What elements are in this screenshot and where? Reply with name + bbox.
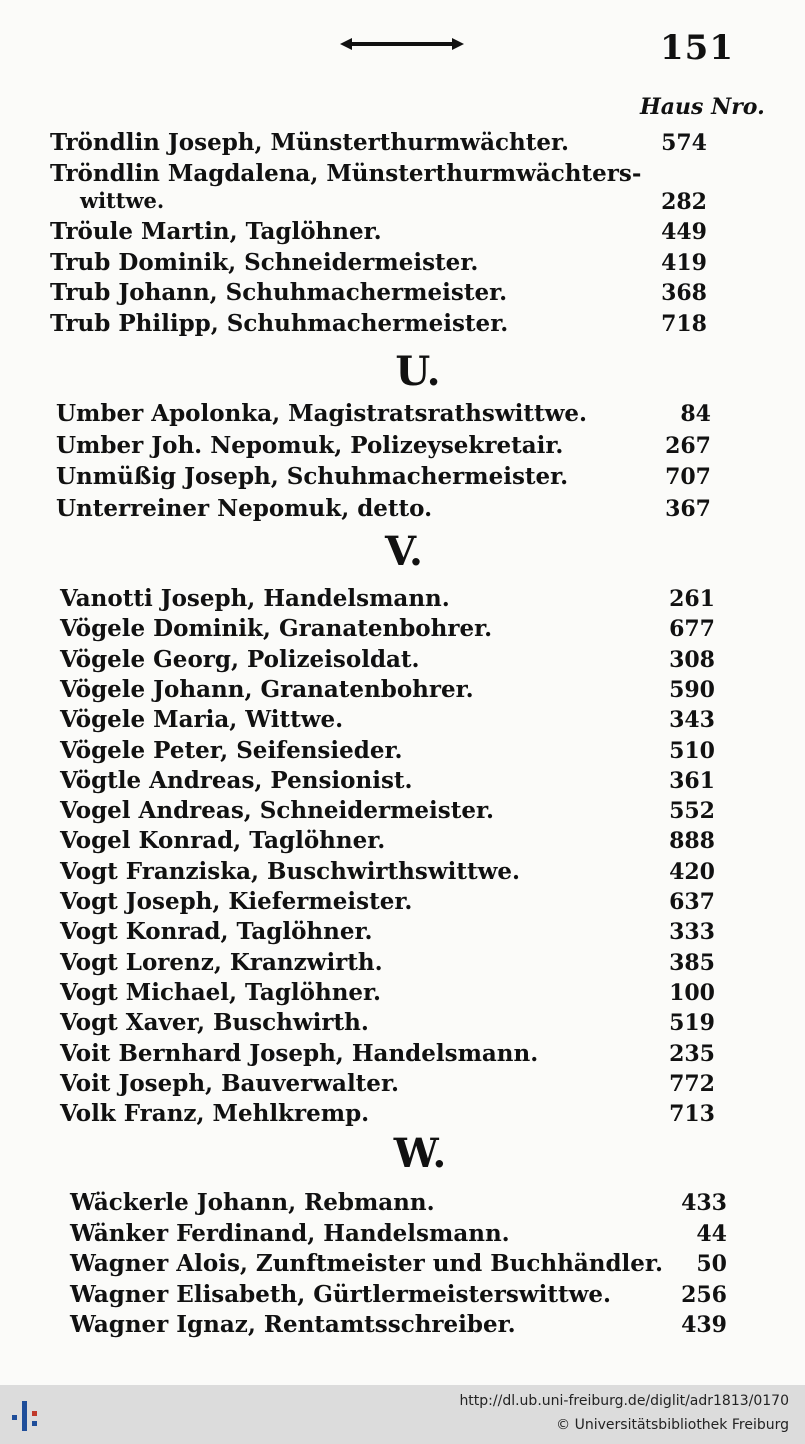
column-header-haus-nro: Haus Nro. (640, 94, 765, 120)
directory-entry (0, 675, 805, 705)
entry-house-number: 84 (680, 401, 711, 427)
directory-entry (0, 1219, 805, 1249)
entry-house-number: 385 (669, 949, 715, 976)
directory-entry (0, 309, 805, 339)
entry-name: Voit Joseph, Bauverwalter. (60, 1069, 399, 1097)
entry-name: Vogt Michael, Taglöhner. (60, 978, 382, 1006)
directory-entry (0, 796, 805, 826)
directory-entry (0, 584, 805, 614)
entry-house-number: 343 (669, 707, 715, 734)
page-number: 151 (660, 28, 734, 68)
directory-entry (0, 887, 805, 917)
entry-house-number: 367 (665, 495, 711, 522)
directory-entry (0, 1069, 805, 1099)
directory-entry (0, 128, 805, 158)
entry-name: Tröule Martin, Taglöhner. (50, 218, 382, 245)
entry-name: Vogt Konrad, Taglöhner. (60, 918, 373, 946)
entry-house-number: 449 (661, 219, 707, 245)
entry-name: Vögele Maria, Wittwe. (60, 706, 344, 734)
directory-entry (0, 278, 805, 308)
entry-name: Vogel Konrad, Taglöhner. (60, 827, 386, 855)
entry-house-number: 235 (669, 1040, 715, 1067)
directory-entry-number-row (0, 187, 805, 217)
entry-name: Vogt Franziska, Buschwirthswittwe. (60, 857, 521, 885)
entry-house-number: 713 (669, 1101, 715, 1128)
directory-entry (0, 494, 805, 524)
entry-house-number: 267 (665, 432, 711, 459)
directory-entry (0, 1280, 805, 1310)
directory-entry (0, 948, 805, 978)
entry-house-number: 361 (669, 767, 715, 794)
entry-name: Volk Franz, Mehlkremp. (60, 1100, 370, 1128)
entry-name: Trub Philipp, Schuhmachermeister. (50, 309, 509, 337)
directory-entry (0, 217, 805, 247)
entry-name: Vögele Dominik, Granatenbohrer. (60, 615, 493, 643)
entry-house-number: 100 (669, 979, 715, 1006)
entry-name: Wäckerle Johann, Rebmann. (70, 1189, 435, 1216)
entry-name: Wagner Elisabeth, Gürtlermeisterswittwe. (70, 1280, 612, 1308)
directory-entry (0, 1099, 805, 1129)
entry-name: Umber Joh. Nepomuk, Polizeysekretair. (56, 431, 564, 459)
entry-house-number: 44 (696, 1220, 727, 1247)
entry-name: Vogt Joseph, Kiefermeister. (60, 888, 413, 915)
directory-entry (0, 462, 805, 492)
entry-name: Voit Bernhard Joseph, Handelsmann. (60, 1039, 539, 1067)
entry-house-number: 590 (669, 676, 715, 703)
entry-house-number: 50 (696, 1251, 727, 1277)
directory-entry (0, 857, 805, 887)
entry-name: Vogt Xaver, Buschwirth. (60, 1009, 369, 1037)
entry-house-number: 420 (669, 858, 715, 885)
entry-house-number: 308 (669, 646, 715, 673)
entry-house-number: 256 (681, 1281, 727, 1308)
entry-house-number: 677 (669, 616, 715, 643)
directory-entry (0, 917, 805, 947)
entry-name: Trub Johann, Schuhmachermeister. (50, 279, 508, 306)
entry-house-number: 419 (661, 249, 707, 276)
section-letter: U. (395, 348, 441, 395)
entry-house-number: 368 (661, 280, 707, 306)
entry-name: Tröndlin Joseph, Münsterthurmwächter. (50, 129, 569, 156)
entry-house-number: 888 (669, 828, 715, 855)
footer-url[interactable]: http://dl.ub.uni-freiburg.de/diglit/adr1813/0170 (459, 1393, 789, 1409)
ornament-rule (338, 36, 466, 52)
entry-house-number: 439 (681, 1312, 727, 1338)
entry-house-number: 574 (661, 130, 707, 156)
entry-name: Vögele Georg, Polizeisoldat. (60, 645, 420, 673)
entry-name: Vögele Johann, Granatenbohrer. (60, 675, 474, 703)
directory-entry (0, 1188, 805, 1218)
directory-entry (0, 826, 805, 856)
directory-entry (0, 614, 805, 644)
section-letter: V. (385, 528, 423, 575)
entry-house-number: 519 (669, 1010, 715, 1037)
entry-house-number: 718 (661, 310, 707, 337)
directory-entry (0, 978, 805, 1008)
entry-house-number: 261 (669, 586, 715, 612)
section-letter: W. (393, 1130, 447, 1177)
entry-name: Trub Dominik, Schneidermeister. (50, 248, 479, 276)
entry-name: Vögele Peter, Seifensieder. (60, 736, 403, 764)
entry-house-number: 772 (669, 1070, 715, 1097)
directory-entry (0, 431, 805, 461)
entry-house-number: 707 (665, 464, 711, 490)
entry-house-number: 433 (681, 1190, 727, 1216)
directory-entry (0, 1249, 805, 1279)
entry-name: Vogt Lorenz, Kranzwirth. (60, 948, 383, 976)
entry-house-number: 552 (669, 798, 715, 825)
entry-name: Vogel Andreas, Schneidermeister. (60, 797, 494, 825)
entry-name: Tröndlin Magdalena, Münsterthurmwächters- (50, 159, 642, 187)
directory-entry (0, 159, 805, 189)
directory-entry (0, 1008, 805, 1038)
entry-name: Vanotti Joseph, Handelsmann. (60, 585, 450, 612)
entry-name: Vögtle Andreas, Pensionist. (60, 766, 413, 794)
directory-entry (0, 1310, 805, 1340)
entry-name: Unterreiner Nepomuk, detto. (56, 494, 433, 522)
directory-entry (0, 766, 805, 796)
directory-entry (0, 248, 805, 278)
entry-house-number: 637 (669, 889, 715, 915)
entry-name: Umber Apolonka, Magistratsrathswittwe. (56, 400, 588, 427)
entry-house-number: 510 (669, 737, 715, 764)
ub-freiburg-logo-icon (10, 1397, 46, 1433)
directory-entry (0, 736, 805, 766)
directory-entry (0, 705, 805, 735)
entry-name: Wagner Alois, Zunftmeister und Buchhändler. (70, 1250, 663, 1277)
entry-name: Wänker Ferdinand, Handelsmann. (70, 1219, 510, 1247)
entry-name: Unmüßig Joseph, Schuhmachermeister. (56, 463, 569, 490)
entry-house-number: 282 (661, 188, 707, 215)
entry-name: Wagner Ignaz, Rentamtsschreiber. (70, 1311, 516, 1338)
directory-entry (0, 645, 805, 675)
footer-copyright: © Universitätsbibliothek Freiburg (556, 1417, 789, 1433)
entry-house-number: 333 (669, 919, 715, 946)
directory-entry (0, 1039, 805, 1069)
footer-bar (0, 1385, 805, 1444)
directory-entry (0, 399, 805, 429)
entry-continuation: wittwe. (80, 187, 165, 213)
